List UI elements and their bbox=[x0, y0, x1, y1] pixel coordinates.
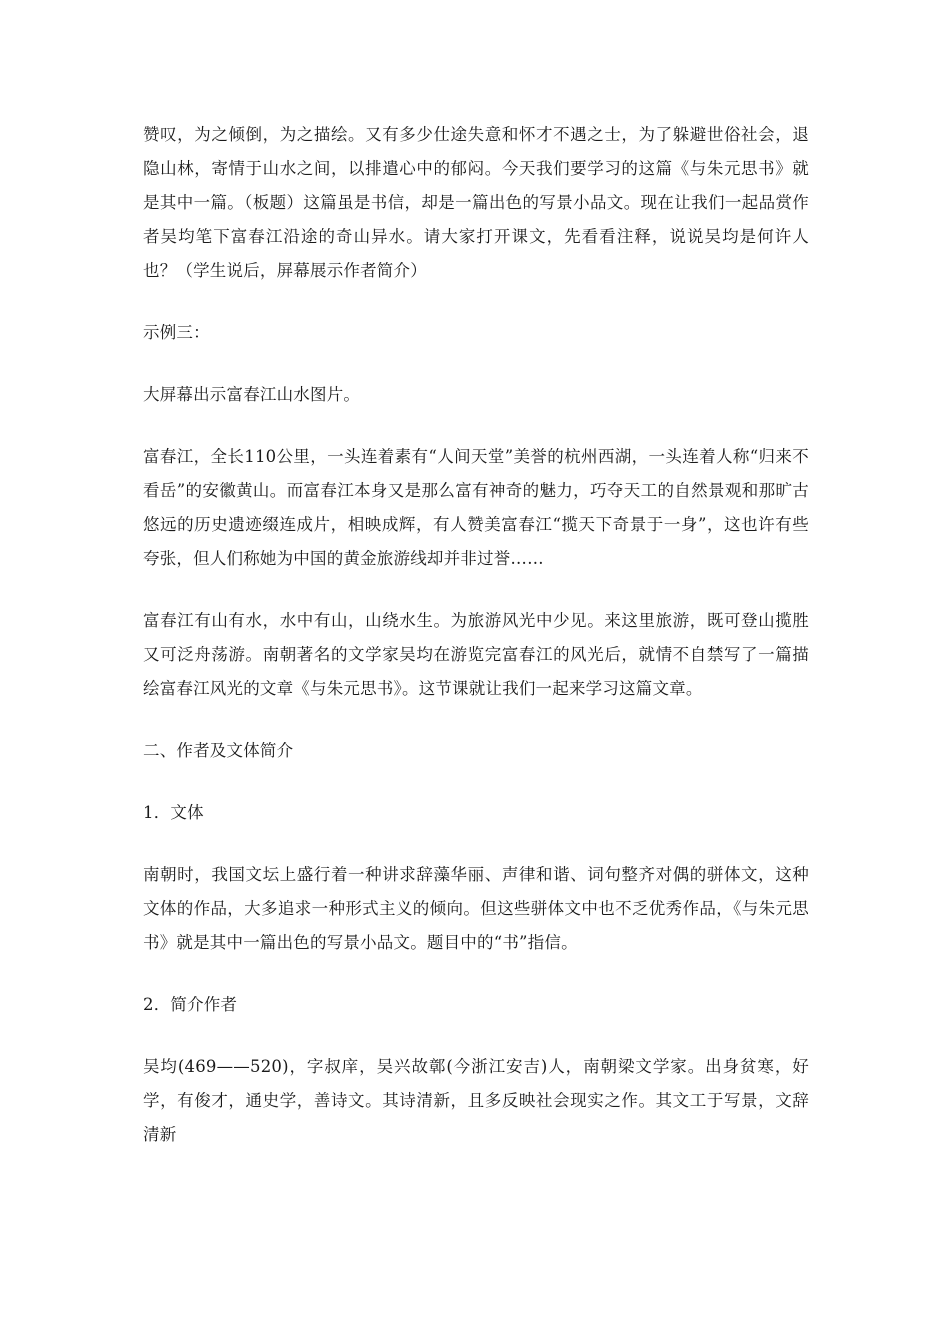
intro-paragraph: 赞叹，为之倾倒，为之描绘。又有多少仕途失意和怀才不遇之士，为了躲避世俗社会，退隐山林，寄情于山水之间，以排遣心中的郁闷。今天我们要学习的这篇《与朱元思书》就是其中一篇。（板题）这篇虽是书信，却是一篇出色的写景小品文。现在让我们一起品赏作者吴均笔下富春江沿途的奇山异水。请大家打开课文，先看看注释，说说吴均是何许人也？（学生说后，屏幕展示作者简介） bbox=[143, 125, 809, 280]
genre-paragraph: 南朝时，我国文坛上盛行着一种讲求辞藻华丽、声律和谐、词句整齐对偶的骈体文，这种文体的作品，大多追求一种形式主义的倾向。但这些骈体文中也不乏优秀作品，《与朱元思书》就是其中一篇出色的写景小品文。题目中的“书”指信。 bbox=[143, 865, 809, 952]
genre-subheading: 1．文体 bbox=[143, 803, 204, 822]
author-subheading: 2．简介作者 bbox=[143, 995, 238, 1014]
screen-instruction-paragraph: 大屏幕出示富春江山水图片。 bbox=[143, 385, 361, 404]
fuchun-scenery-paragraph: 富春江有山有水，水中有山，山绕水生。为旅游风光中少见。来这里旅游，既可登山揽胜又可泛舟荡游。南朝著名的文学家吴均在游览完富春江的风光后，就情不自禁写了一篇描绘富春江风光的文章《与朱元思书》。这节课就让我们一起来学习这篇文章。 bbox=[143, 611, 809, 698]
section-two-heading: 二、作者及文体简介 bbox=[143, 741, 294, 760]
document-body bbox=[143, 118, 809, 1180]
example-three-heading: 示例三： bbox=[143, 323, 210, 342]
fuchun-river-paragraph: 富春江，全长110公里，一头连着素有“人间天堂”美誉的杭州西湖，一头连着人称“归来不看岳”的安徽黄山。而富春江本身又是那么富有神奇的魅力，巧夺天工的自然景观和那旷古悠远的历史遗迹缀连成片，相映成辉，有人赞美富春江“揽天下奇景于一身”，这也许有些夸张，但人们称她为中国的黄金旅游线却并非过誉…… bbox=[143, 447, 809, 568]
author-paragraph: 吴均(469——520)，字叔庠，吴兴故鄣(今浙江安吉)人，南朝梁文学家。出身贫寒，好学，有俊才，通史学，善诗文。其诗清新，且多反映社会现实之作。其文工于写景，文辞清新 bbox=[143, 1057, 809, 1144]
